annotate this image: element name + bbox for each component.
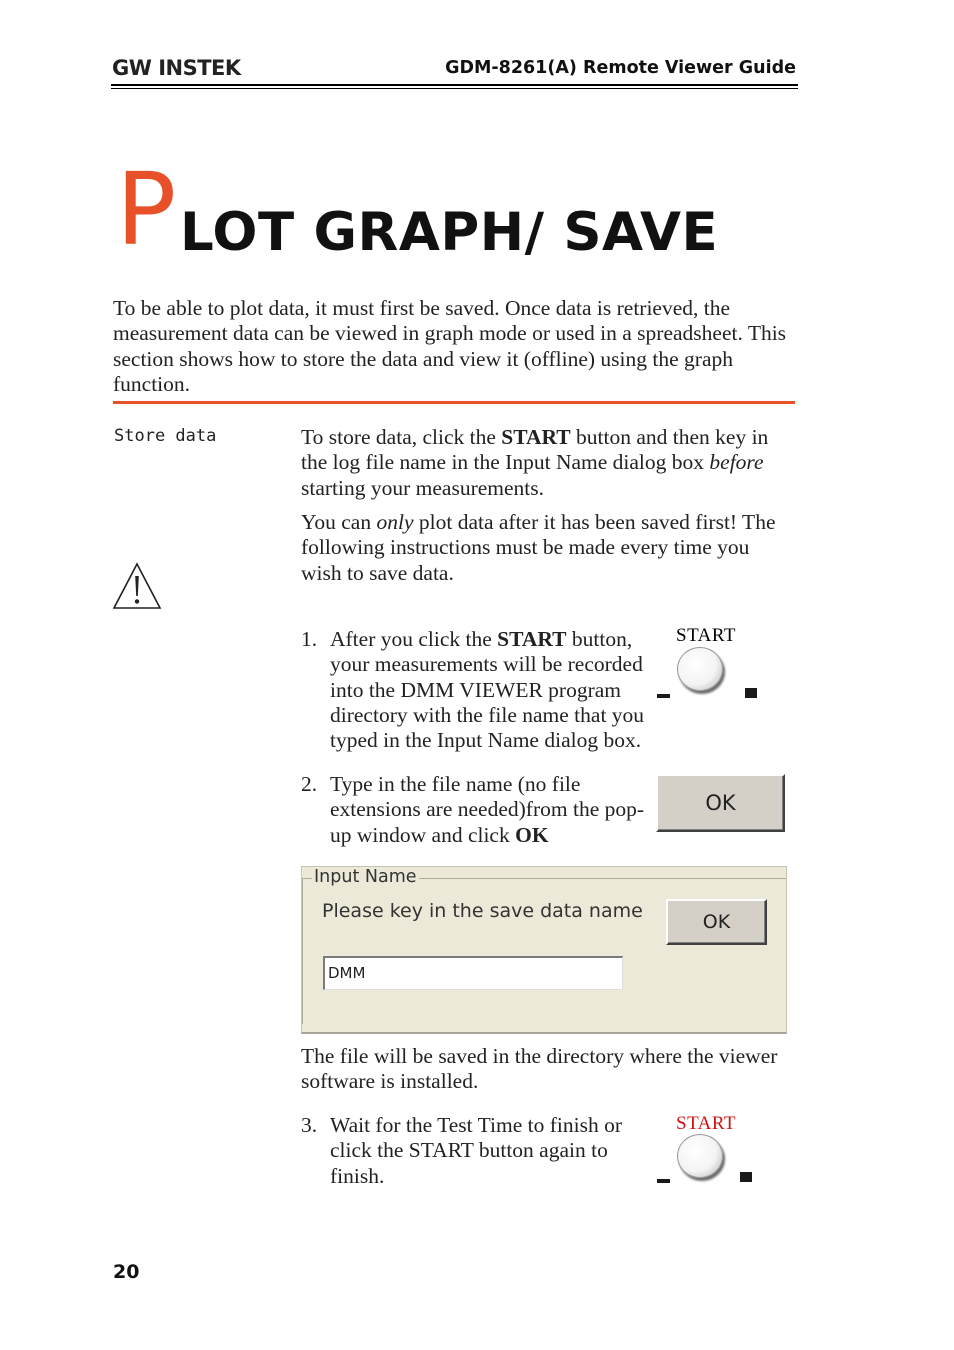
chapter-title: LOT GRAPH/ SAVE bbox=[180, 202, 719, 263]
start-label-active: START bbox=[676, 1113, 737, 1134]
chapter-title-initial: P bbox=[116, 151, 177, 268]
store-text-part: button and then key in the log file name in the Input Name dialog box bbox=[301, 425, 769, 475]
note-text-part: plot data after it has been saved first! The following instructions must be made every time you wish to save data. bbox=[301, 510, 776, 585]
warning-icon bbox=[112, 562, 162, 615]
save-name-input[interactable]: DMM bbox=[323, 956, 623, 990]
step-text-part: Type in the file name (no file extensions are needed)from the pop-up window and click bbox=[330, 772, 645, 847]
section-divider bbox=[113, 401, 795, 404]
start-label: START bbox=[676, 625, 737, 646]
start-button[interactable] bbox=[677, 647, 723, 691]
dialog-title: Input Name bbox=[314, 867, 417, 887]
step-number: 1. bbox=[301, 627, 318, 651]
store-data-paragraph bbox=[301, 425, 791, 501]
step-1-text bbox=[330, 627, 655, 753]
note-italic-only: only bbox=[376, 510, 414, 534]
note-paragraph bbox=[301, 510, 781, 586]
start-indicator-right bbox=[745, 688, 757, 698]
store-bold-start: START bbox=[501, 425, 571, 449]
step-number: 2. bbox=[301, 772, 318, 796]
intro-paragraph: To be able to plot data, it must first be saved. Once data is retrieved, the measurement data can be viewed in graph mode or used in a spreadsheet. This section shows how to store the data and view it (offline) using the graph function. bbox=[113, 296, 787, 396]
start-button[interactable] bbox=[677, 1134, 723, 1178]
step-text-part: After you click the bbox=[330, 627, 498, 651]
input-name-dialog bbox=[301, 866, 787, 1034]
dialog-prompt: Please key in the save data name bbox=[322, 900, 643, 922]
step-text-part: button, your measurements will be recorded into the DMM VIEWER program directory with the file name that you typed in the Input Name dialog box. bbox=[330, 627, 645, 753]
store-text-part: To store data, click the bbox=[301, 425, 502, 449]
page-number: 20 bbox=[113, 1261, 140, 1283]
step-bold-start: START bbox=[497, 627, 567, 651]
step-bold-ok: OK bbox=[515, 822, 549, 847]
header-rule-thin bbox=[111, 88, 798, 89]
store-italic-before: before bbox=[709, 450, 764, 475]
header-rule bbox=[111, 84, 798, 86]
step-3-text: Wait for the Test Time to finish or click the START button again to finish. bbox=[330, 1113, 622, 1188]
note-text-part: You can bbox=[301, 510, 377, 534]
step-2-text bbox=[330, 772, 650, 848]
section-label: Store data bbox=[114, 426, 217, 446]
start-indicator-left bbox=[657, 694, 670, 698]
store-text-part: starting your measurements. bbox=[301, 475, 545, 500]
save-location-paragraph: The file will be saved in the directory where the viewer software is installed. bbox=[301, 1044, 778, 1094]
step-number: 3. bbox=[301, 1113, 318, 1137]
start-indicator-right bbox=[740, 1172, 752, 1182]
start-indicator-left bbox=[657, 1179, 670, 1183]
ok-button[interactable]: OK bbox=[656, 774, 785, 832]
gw-instek-logo: GW INSTEK bbox=[112, 56, 241, 80]
dialog-ok-button[interactable]: OK bbox=[666, 899, 767, 945]
document-title: GDM-8261(A) Remote Viewer Guide bbox=[445, 58, 796, 78]
